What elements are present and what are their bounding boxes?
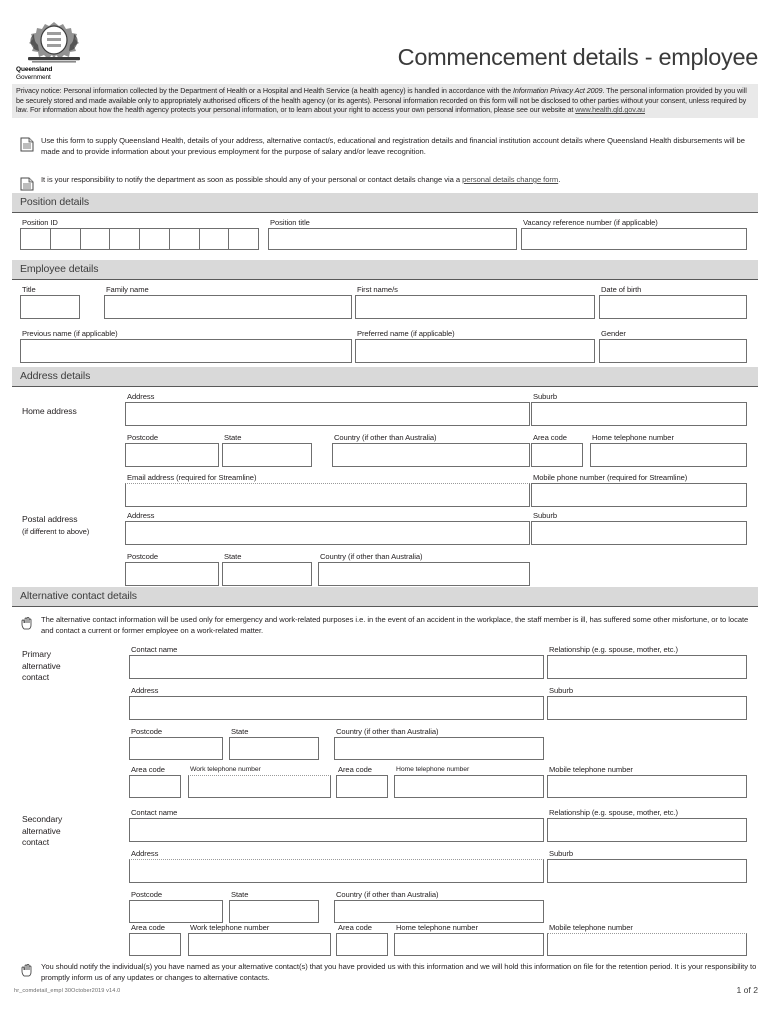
row-label-postal-line2: (if different to above) [22, 526, 90, 536]
hand-note-icon [20, 963, 34, 978]
note-use-form-text: Use this form to supply Queensland Health, details of your address, alternative contact/s, educational and registration details and financial institution account details where Queensland Health disbursements will be made and to provide information about your previous employment for the purpose of salary and/or leave recognition. [41, 136, 745, 156]
secondary-address-input[interactable] [129, 859, 544, 883]
privacy-text-part1: Privacy notice: Personal information collected by the Department of Health or a Hospital and Health Service (a health agency) is handled in accordance with the [16, 86, 513, 95]
postal-address-input[interactable] [125, 521, 530, 545]
label-primary-country: Country (if other than Australia) [336, 727, 439, 736]
section-header-employee-details [12, 260, 758, 280]
home-suburb-input[interactable] [531, 402, 747, 426]
label-home-state: State [224, 433, 242, 442]
first-names-input[interactable] [355, 295, 595, 319]
mobile-phone-input[interactable] [531, 483, 747, 507]
label-primary-mobile-telephone: Mobile telephone number [549, 765, 633, 774]
secondary-mobile-telephone-input[interactable] [547, 933, 747, 956]
primary-work-telephone-input[interactable] [188, 775, 331, 798]
label-secondary-contact-name: Contact name [131, 808, 178, 817]
label-primary-relationship: Relationship (e.g. spouse, mother, etc.) [549, 645, 678, 654]
secondary-home-telephone-input[interactable] [394, 933, 544, 956]
label-postal-state: State [224, 552, 242, 561]
label-preferred-name: Preferred name (if applicable) [357, 329, 455, 338]
note-use-form [20, 136, 758, 157]
row-label-secondary-line2: alternative [22, 825, 61, 836]
document-note-icon [20, 176, 34, 191]
section-title-employee: Employee details [20, 263, 99, 275]
page-header [12, 20, 758, 82]
date-of-birth-input[interactable] [599, 295, 747, 319]
primary-suburb-input[interactable] [547, 696, 747, 720]
label-primary-contact-name: Contact name [131, 645, 178, 654]
privacy-text-part2: . The personal information provided by you will be securely stored and made available only to appropriately authorised officers of the health agency (or its agents). Personal information recorded on this form will not be disclosed to other parties without your consent, unless required by law. For information about how the health agency protects your personal information, or to learn about your right to access your own personal information, please see our website at [16, 86, 747, 115]
primary-contact-name-input[interactable] [129, 655, 544, 679]
row-label-home-address: Home address [22, 406, 77, 416]
row-label-postal-line1: Postal address [22, 514, 78, 524]
postal-postcode-input[interactable] [125, 562, 219, 586]
crest-org-line2: Government [16, 74, 51, 81]
label-position-title: Position title [270, 218, 310, 227]
label-secondary-postcode: Postcode [131, 890, 163, 899]
label-postal-suburb: Suburb [533, 511, 558, 520]
label-primary-work-telephone: Work telephone number [190, 766, 261, 773]
secondary-country-input[interactable] [334, 900, 544, 923]
hand-note-icon [20, 616, 34, 631]
label-position-id: Position ID [22, 218, 58, 227]
secondary-contact-name-input[interactable] [129, 818, 544, 842]
row-label-primary-line3: contact [22, 672, 50, 682]
label-secondary-relationship: Relationship (e.g. spouse, mother, etc.) [549, 808, 678, 817]
position-id-cell[interactable] [170, 229, 200, 249]
section-header-alternative-contact [12, 587, 758, 607]
row-label-postal-address [22, 514, 89, 537]
note-alternative-contact [20, 615, 758, 636]
note-responsibility-pre: It is your responsibility to notify the department as soon as possible should any of your personal or contact details change via a [41, 175, 463, 184]
primary-address-input[interactable] [129, 696, 544, 720]
label-secondary-home-telephone: Home telephone number [396, 923, 478, 932]
health-website-link[interactable]: www.health.qld.gov.au [575, 105, 645, 115]
note-alternative-contact-text: The alternative contact information will be used only for emergency and work-related purposes i.e. in the event of an accident in the workplace, the staff member is ill, has suffered some other misfortune, or to locate and contact a current or former employee on a work-related matter. [41, 615, 749, 635]
postal-state-input[interactable] [222, 562, 312, 586]
label-home-postcode: Postcode [127, 433, 159, 442]
section-title-position: Position details [20, 196, 90, 208]
note-responsibility-post: . [558, 175, 561, 184]
primary-country-input[interactable] [334, 737, 544, 760]
primary-home-area-code-input[interactable] [336, 775, 388, 798]
secondary-relationship-input[interactable] [547, 818, 747, 842]
section-title-address: Address details [20, 370, 91, 382]
vacancy-reference-input[interactable] [521, 228, 747, 250]
secondary-postcode-input[interactable] [129, 900, 223, 923]
home-address-input[interactable] [125, 402, 530, 426]
home-telephone-input[interactable] [590, 443, 747, 467]
row-label-secondary-line3: contact [22, 837, 50, 847]
secondary-suburb-input[interactable] [547, 859, 747, 883]
label-email-address: Email address (required for Streamline) [127, 473, 257, 482]
primary-work-area-code-input[interactable] [129, 775, 181, 798]
position-id-cell[interactable] [81, 229, 111, 249]
label-primary-suburb: Suburb [549, 686, 574, 695]
row-label-primary-contact [22, 649, 61, 684]
label-primary-state: State [231, 727, 249, 736]
label-gender: Gender [601, 329, 626, 338]
label-secondary-work-area-code: Area code [131, 923, 165, 932]
position-id-cell[interactable] [200, 229, 230, 249]
label-home-area-code: Area code [533, 433, 567, 442]
position-id-cell[interactable] [110, 229, 140, 249]
section-header-position-details [12, 193, 758, 213]
secondary-home-area-code-input[interactable] [336, 933, 388, 956]
footer-page-number: 1 of 2 [736, 985, 758, 995]
label-postal-address: Address [127, 511, 155, 520]
label-secondary-mobile-telephone: Mobile telephone number [549, 923, 633, 932]
row-label-primary-line2: alternative [22, 660, 61, 671]
secondary-work-area-code-input[interactable] [129, 933, 181, 956]
title-input[interactable] [20, 295, 80, 319]
position-title-input[interactable] [268, 228, 517, 250]
primary-mobile-telephone-input[interactable] [547, 775, 747, 798]
label-primary-home-telephone: Home telephone number [396, 766, 470, 773]
page-title: Commencement details - employee [397, 44, 758, 70]
label-primary-address: Address [131, 686, 159, 695]
note-responsibility [20, 175, 758, 186]
note-notify-individuals-text: You should notify the individual(s) you have named as your alternative contact(s) that you have provided us with this information and we will hold this information on file for the retention period. It is your responsibility to promptly inform us of any updates or changes to alternative contacts. [41, 962, 757, 982]
label-home-suburb: Suburb [533, 392, 558, 401]
label-secondary-country: Country (if other than Australia) [336, 890, 439, 899]
position-id-cell[interactable] [229, 229, 258, 249]
privacy-notice [12, 84, 758, 118]
privacy-act-italic: Information Privacy Act 2009 [513, 86, 603, 95]
label-home-country: Country (if other than Australia) [334, 433, 437, 442]
position-id-comb-input[interactable] [20, 228, 259, 250]
label-first-names: First name/s [357, 285, 398, 294]
position-id-cell[interactable] [21, 229, 51, 249]
label-secondary-home-area-code: Area code [338, 923, 372, 932]
postal-suburb-input[interactable] [531, 521, 747, 545]
label-secondary-state: State [231, 890, 249, 899]
position-id-cell[interactable] [51, 229, 81, 249]
gender-input[interactable] [599, 339, 747, 363]
personal-details-change-form-link[interactable]: personal details change form [462, 175, 559, 184]
primary-home-telephone-input[interactable] [394, 775, 544, 798]
queensland-government-crest-icon [14, 20, 94, 82]
primary-state-input[interactable] [229, 737, 319, 760]
row-label-primary-line1: Primary [22, 649, 51, 659]
previous-name-input[interactable] [20, 339, 352, 363]
label-family-name: Family name [106, 285, 149, 294]
row-label-secondary-contact [22, 814, 62, 849]
section-title-alternative: Alternative contact details [20, 590, 137, 602]
postal-country-input[interactable] [318, 562, 530, 586]
label-primary-work-area-code: Area code [131, 765, 165, 774]
section-header-address-details [12, 367, 758, 387]
footer-reference: hr_comdetail_empl 30October2019 v14.0 [14, 988, 121, 994]
label-secondary-suburb: Suburb [549, 849, 574, 858]
secondary-work-telephone-input[interactable] [188, 933, 331, 956]
crest-org-line1: Queensland [16, 66, 53, 73]
label-date-of-birth: Date of birth [601, 285, 642, 294]
home-area-code-input[interactable] [531, 443, 583, 467]
position-id-cell[interactable] [140, 229, 170, 249]
primary-postcode-input[interactable] [129, 737, 223, 760]
secondary-state-input[interactable] [229, 900, 319, 923]
label-primary-postcode: Postcode [131, 727, 163, 736]
label-primary-home-area-code: Area code [338, 765, 372, 774]
primary-relationship-input[interactable] [547, 655, 747, 679]
label-postal-postcode: Postcode [127, 552, 159, 561]
label-secondary-work-telephone: Work telephone number [190, 923, 270, 932]
home-postcode-input[interactable] [125, 443, 219, 467]
label-mobile-phone: Mobile phone number (required for Streamline) [533, 473, 688, 482]
label-home-address: Address [127, 392, 155, 401]
label-secondary-address: Address [131, 849, 159, 858]
label-home-telephone: Home telephone number [592, 433, 674, 442]
label-postal-country: Country (if other than Australia) [320, 552, 423, 561]
label-title: Title [22, 285, 36, 294]
home-country-input[interactable] [332, 443, 530, 467]
note-notify-individuals [20, 962, 758, 983]
label-vacancy-reference: Vacancy reference number (if applicable) [523, 218, 658, 227]
row-label-secondary-line1: Secondary [22, 814, 63, 824]
family-name-input[interactable] [104, 295, 352, 319]
label-previous-name: Previous name (if applicable) [22, 329, 118, 338]
document-note-icon [20, 137, 34, 152]
home-state-input[interactable] [222, 443, 312, 467]
preferred-name-input[interactable] [355, 339, 595, 363]
email-address-input[interactable] [125, 483, 530, 507]
